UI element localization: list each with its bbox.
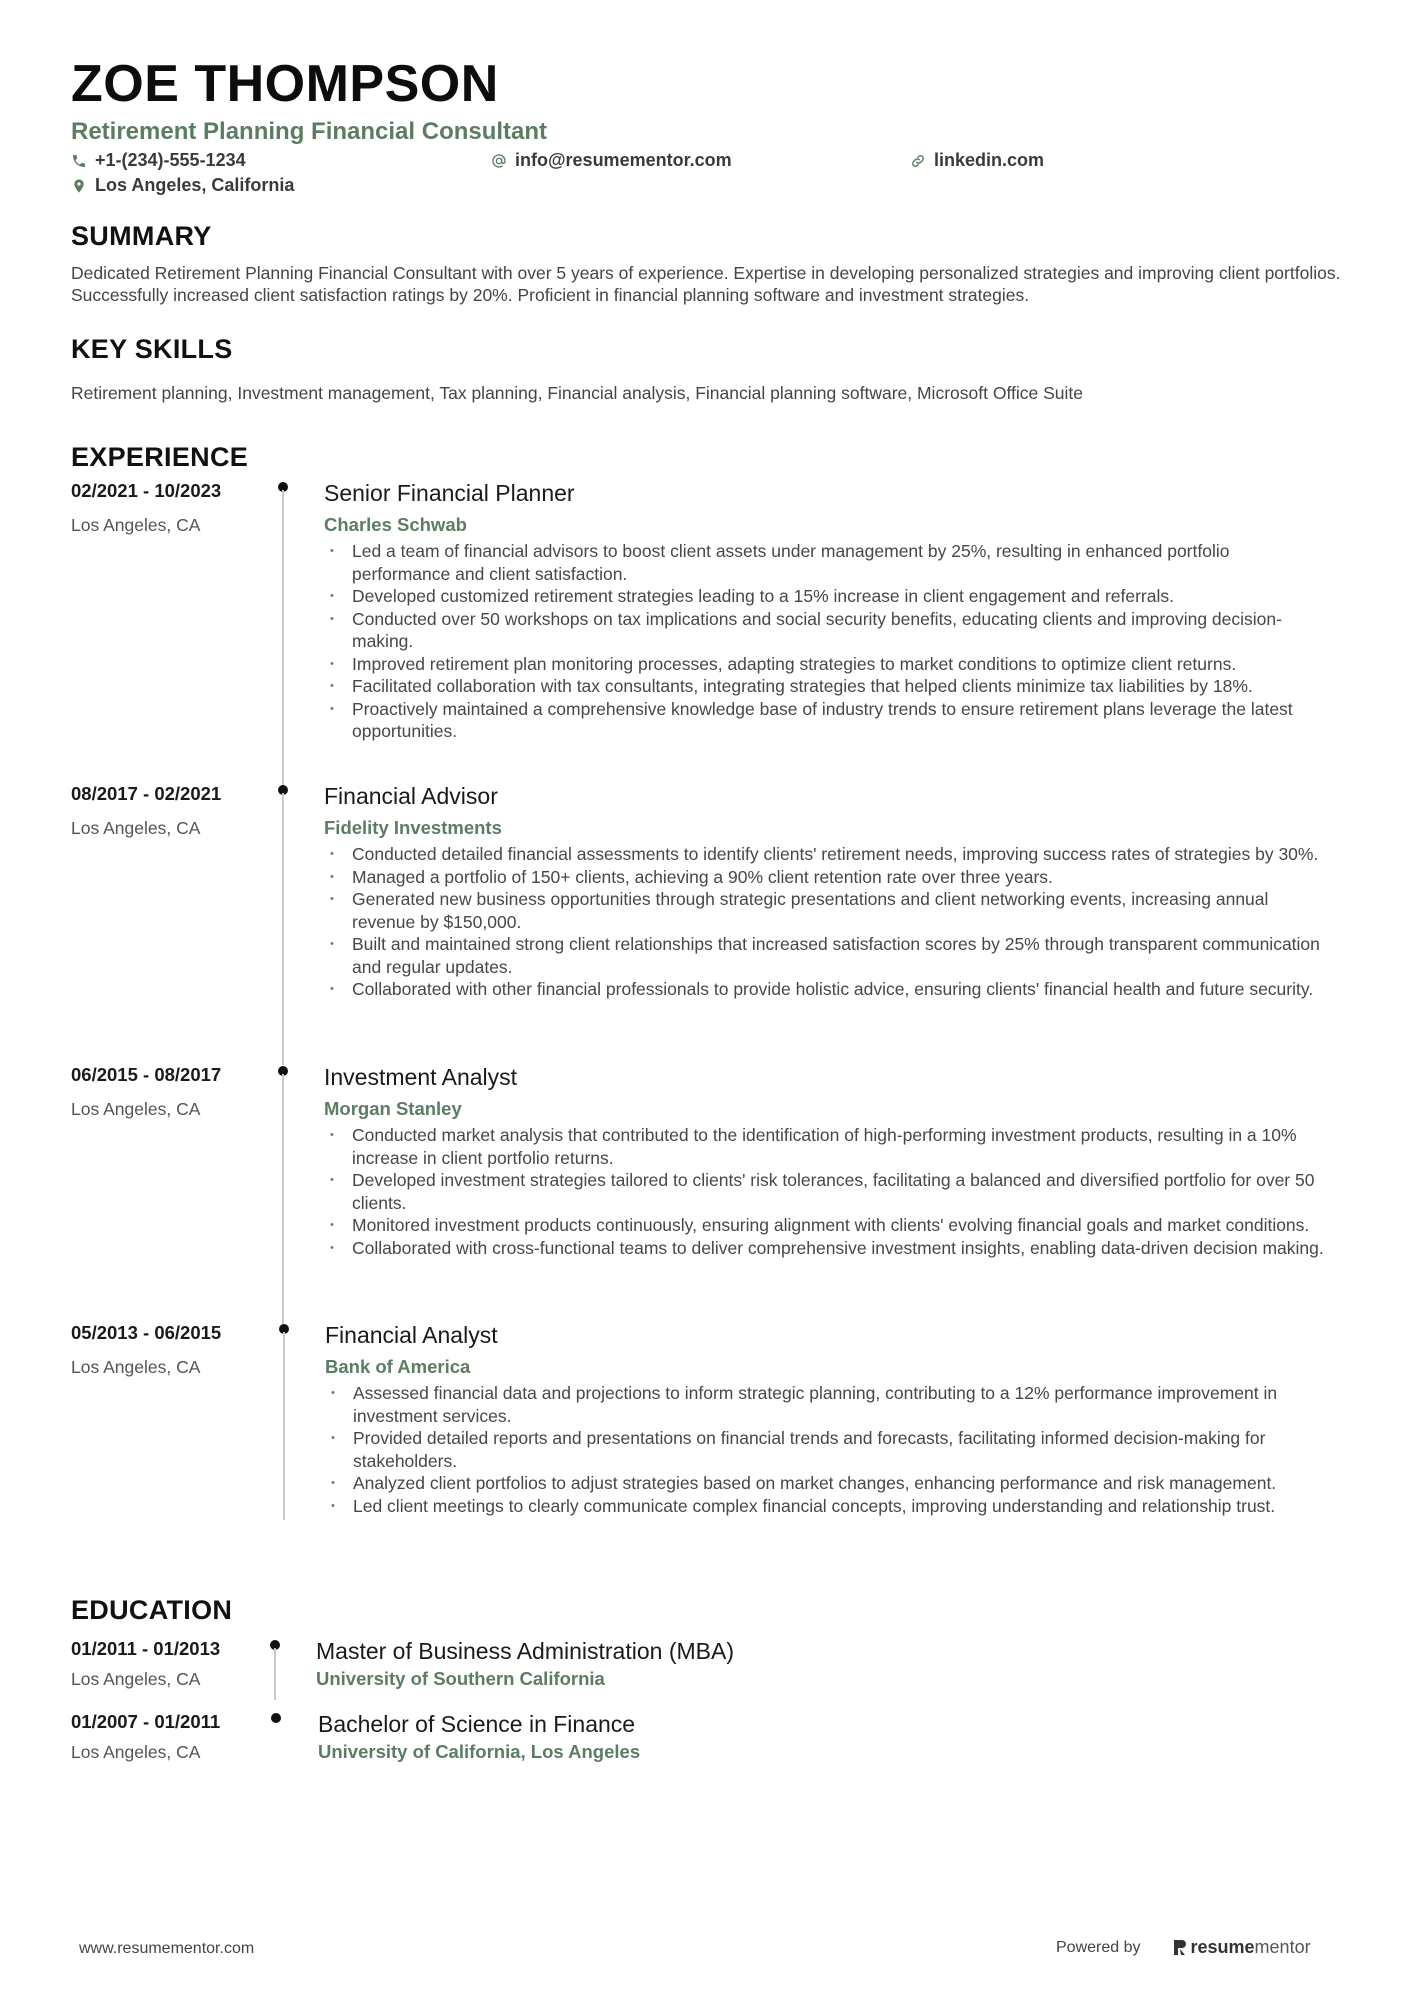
contact-email[interactable] — [491, 150, 732, 171]
timeline-dot — [271, 1713, 281, 1723]
list-item: • Collaborated with cross-functional teams to deliver comprehensive investment insights, enabling data-driven decision making. — [324, 1237, 1324, 1260]
list-item: • Monitored investment products continuously, ensuring alignment with clients' evolving financial goals and market conditions. — [324, 1214, 1324, 1237]
job-location: Los Angeles, CA — [71, 515, 201, 535]
link-icon — [910, 153, 926, 169]
list-item: • Conducted over 50 workshops on tax implications and social security benefits, educating clients and improving decision-making. — [324, 608, 1324, 653]
job-dates: 05/2013 - 06/2015 — [71, 1322, 222, 1343]
list-item: • Provided detailed reports and presentations on financial trends and forecasts, facilitating informed decision-making for stakeholders. — [325, 1427, 1325, 1472]
job-dates: 06/2015 - 08/2017 — [71, 1064, 222, 1085]
contact-linkedin[interactable] — [910, 150, 1044, 171]
job-role: Senior Financial Planner — [324, 480, 575, 506]
timeline-line — [282, 793, 284, 1065]
job-dates: 08/2017 - 02/2021 — [71, 783, 222, 804]
job-bullets — [324, 843, 1324, 1001]
list-item: • Assessed financial data and projections to inform strategic planning, contributing to a 12% performance improvement in investment services. — [325, 1382, 1325, 1427]
job-role: Investment Analyst — [324, 1064, 518, 1090]
job-company: Bank of America — [325, 1356, 471, 1377]
education-heading: EDUCATION — [71, 1595, 233, 1625]
list-item: • Conducted detailed financial assessments to identify clients' retirement needs, improving success rates of strategies by 30%. — [324, 843, 1324, 866]
footer-powered-by — [1056, 1937, 1311, 1958]
job-bullets — [325, 1382, 1325, 1517]
edu-school: University of Southern California — [316, 1668, 605, 1689]
at-icon — [491, 153, 507, 169]
list-item: • Analyzed client portfolios to adjust strategies based on market changes, enhancing performance and risk management. — [325, 1472, 1325, 1495]
list-item: • Conducted market analysis that contributed to the identification of high-performing investment products, resulting in a 10% increase in client portfolio returns. — [324, 1124, 1324, 1169]
footer-website[interactable]: www.resumementor.com — [79, 1940, 255, 1957]
experience-heading: EXPERIENCE — [71, 442, 249, 472]
list-item: • Led a team of financial advisors to boost client assets under management by 25%, resulting in enhanced portfolio performance and client satisfaction. — [324, 540, 1324, 585]
edu-dates: 01/2011 - 01/2013 — [71, 1638, 221, 1659]
edu-degree: Bachelor of Science in Finance — [318, 1711, 636, 1737]
job-location: Los Angeles, CA — [71, 1357, 201, 1377]
edu-location: Los Angeles, CA — [71, 1669, 201, 1689]
brand-name-light: mentor — [1254, 1937, 1311, 1957]
timeline-line — [282, 1074, 284, 1324]
job-dates: 02/2021 - 10/2023 — [71, 480, 222, 501]
skills-text: Retirement planning, Investment management, Tax planning, Financial analysis, Financial planning software, Microsoft Office Suite — [71, 383, 1083, 403]
linkedin-text[interactable]: linkedin.com — [934, 150, 1045, 170]
list-item: • Developed investment strategies tailored to clients' risk tolerances, facilitating a balanced and diversified portfolio for over 50 clients. — [324, 1169, 1324, 1214]
job-role: Financial Advisor — [324, 783, 498, 809]
list-item: • Collaborated with other financial professionals to provide holistic advice, ensuring clients' financial health and future security. — [324, 978, 1324, 1001]
edu-dates: 01/2007 - 01/2011 — [71, 1711, 221, 1732]
contact-location — [71, 175, 294, 196]
phone-text: +1-(234)-555-1234 — [95, 150, 246, 170]
list-item: • Managed a portfolio of 150+ clients, achieving a 90% client retention rate over three years. — [324, 866, 1324, 889]
list-item: • Proactively maintained a comprehensive knowledge base of industry trends to ensure retirement plans leverage the latest opportunities. — [324, 698, 1324, 743]
email-text[interactable]: info@resumementor.com — [515, 150, 732, 170]
list-item: • Improved retirement plan monitoring processes, adapting strategies to market conditions to optimize client returns. — [324, 653, 1324, 676]
edu-location: Los Angeles, CA — [71, 1742, 201, 1762]
location-pin-icon — [71, 178, 87, 194]
list-item: • Built and maintained strong client relationships that increased satisfaction scores by 25% through transparent communication and regular updates. — [324, 933, 1324, 978]
list-item: • Generated new business opportunities through strategic presentations and client networking events, increasing annual revenue by $150,000. — [324, 888, 1324, 933]
job-bullets — [324, 1124, 1324, 1259]
timeline-line — [274, 1648, 276, 1700]
phone-icon — [71, 153, 87, 169]
job-location: Los Angeles, CA — [71, 1099, 201, 1119]
contact-phone — [71, 150, 246, 171]
skills-heading: KEY SKILLS — [71, 334, 233, 364]
brand-name-bold: resume — [1190, 1937, 1255, 1957]
job-company: Charles Schwab — [324, 514, 467, 535]
timeline-line — [282, 490, 284, 788]
job-role: Financial Analyst — [325, 1322, 498, 1348]
candidate-title: Retirement Planning Financial Consultant — [71, 118, 548, 145]
job-bullets — [324, 540, 1324, 743]
job-company: Fidelity Investments — [324, 817, 502, 838]
summary-heading: SUMMARY — [71, 221, 212, 251]
list-item: • Facilitated collaboration with tax consultants, integrating strategies that helped clients minimize tax liabilities by 18%. — [324, 675, 1324, 698]
brand-logo[interactable] — [1173, 1937, 1311, 1958]
summary-text: Dedicated Retirement Planning Financial Consultant with over 5 years of experience. Expertise in developing personalized strategies and improving client portfolios. Successfully increased client satisfaction ratings by 20%. Proficient in financial planning software and investment strategies. — [71, 263, 1341, 305]
edu-degree: Master of Business Administration (MBA) — [316, 1638, 734, 1664]
timeline-line — [283, 1332, 285, 1520]
edu-school: University of California, Los Angeles — [318, 1741, 641, 1762]
candidate-name: ZOE THOMPSON — [71, 55, 499, 113]
list-item: • Led client meetings to clearly communicate complex financial concepts, improving understanding and relationship trust. — [325, 1495, 1325, 1518]
powered-by-text: Powered by — [1056, 1938, 1141, 1956]
location-text: Los Angeles, California — [95, 175, 295, 195]
job-company: Morgan Stanley — [324, 1098, 462, 1119]
list-item: • Developed customized retirement strategies leading to a 15% increase in client engagement and referrals. — [324, 585, 1324, 608]
resumementor-logo-icon — [1173, 1939, 1187, 1956]
job-location: Los Angeles, CA — [71, 818, 201, 838]
